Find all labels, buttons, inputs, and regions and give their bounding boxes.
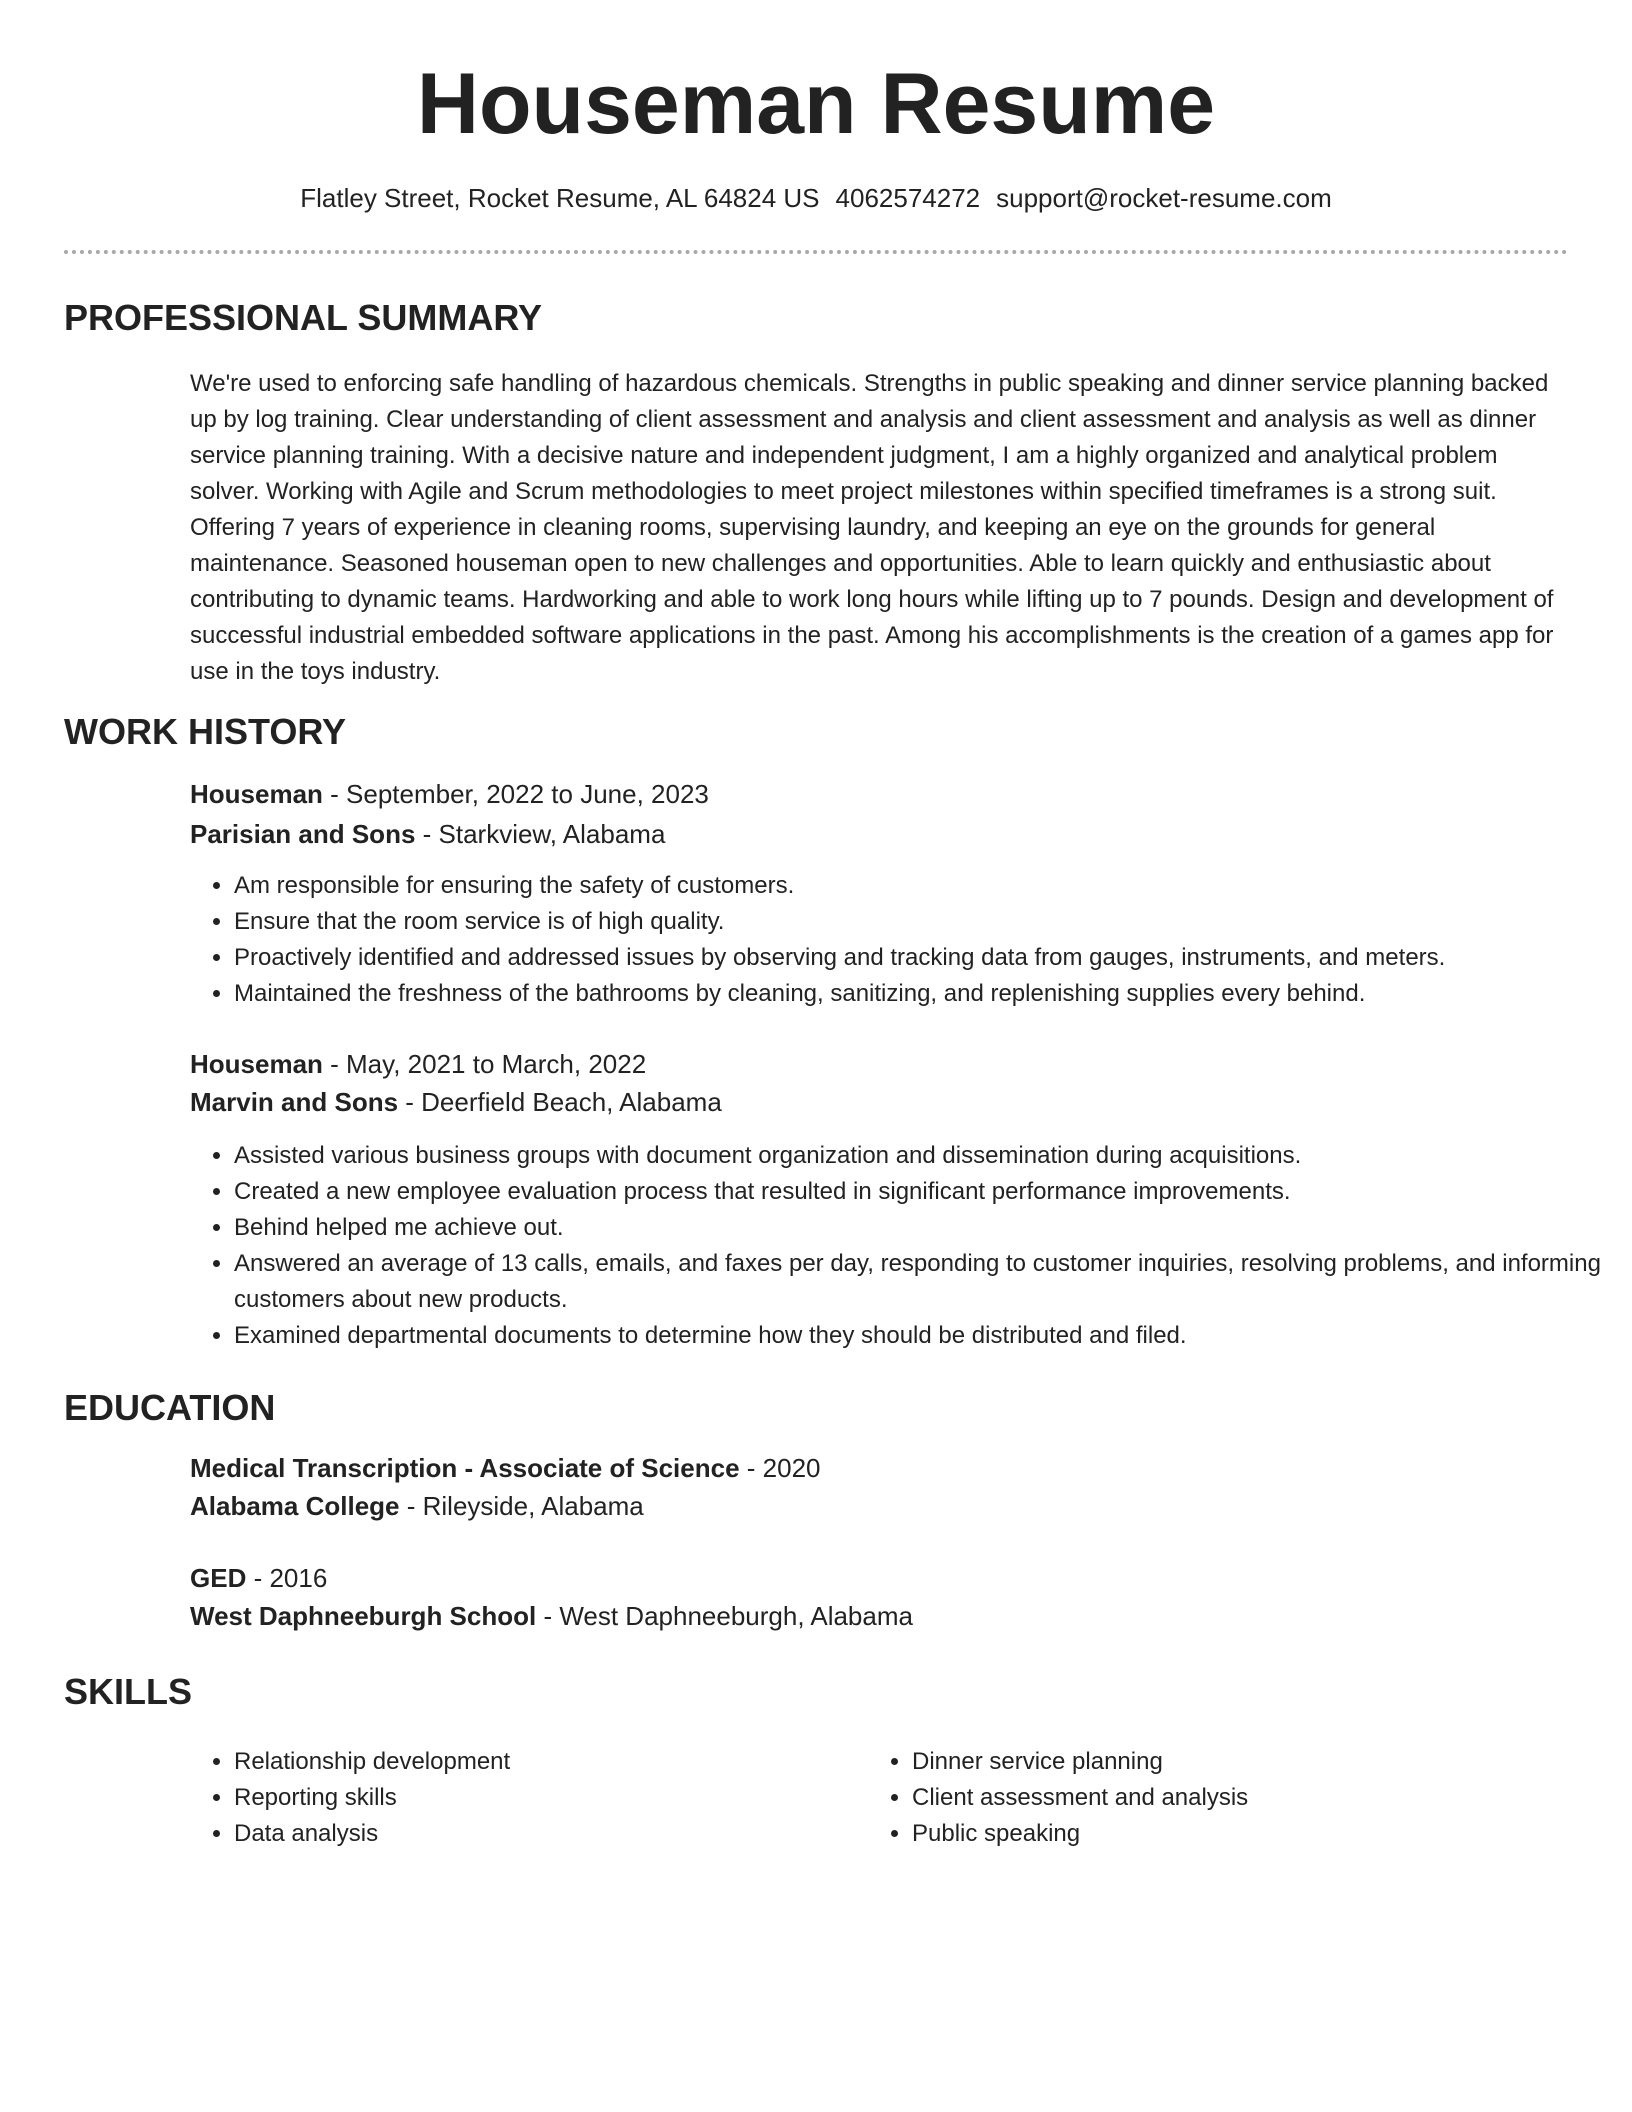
list-item: • Ensure that the room service is of high quality. <box>234 904 1614 940</box>
job-1-location: - Starkview, Alabama <box>415 819 666 849</box>
education-heading: EDUCATION <box>64 1387 276 1428</box>
education-1-school: Alabama College <box>190 1491 400 1521</box>
list-item: • Public speaking <box>912 1816 1248 1852</box>
job-2-company: Marvin and Sons <box>190 1087 399 1117</box>
job-1-company: Parisian and Sons <box>190 819 416 849</box>
list-item: • Client assessment and analysis <box>912 1780 1248 1816</box>
job-2-location: - Deerfield Beach, Alabama <box>398 1087 722 1117</box>
education-1-school-line <box>190 1488 644 1524</box>
skills-list-right <box>868 1744 1248 1852</box>
job-1-duties <box>190 868 1614 1012</box>
job-2-duties <box>190 1138 1614 1354</box>
list-item: • Data analysis <box>234 1816 510 1852</box>
education-2-year: - 2016 <box>246 1563 328 1593</box>
work-history-heading: WORK HISTORY <box>64 711 347 752</box>
contact-line <box>0 178 1632 218</box>
job-1-title-line <box>190 776 709 812</box>
job-1-title: Houseman <box>190 779 323 809</box>
education-1-year: - 2020 <box>739 1453 821 1483</box>
job-1-company-line <box>190 816 665 852</box>
list-item: • Dinner service planning <box>912 1744 1248 1780</box>
education-2-location: - West Daphneeburgh, Alabama <box>536 1601 913 1631</box>
education-1-degree-line <box>190 1450 821 1486</box>
job-1-dates: - September, 2022 to June, 2023 <box>322 779 709 809</box>
header-divider <box>64 250 1568 254</box>
list-item: • Behind helped me achieve out. <box>234 1210 1614 1246</box>
job-2-title-line <box>190 1046 646 1082</box>
summary-text: We're used to enforcing safe handling of hazardous chemicals. Strengths in public speaking and dinner service planning backed up by log training. Clear understanding of client assessment and analysis and client assessment and analysis as well as dinner service planning training. With a decisive nature and independent judgment, I am a highly organized and analytical problem solver. Working with Agile and Scrum methodologies to meet project milestones within specified timeframes is a strong suit. Offering 7 years of experience in cleaning rooms, supervising laundry, and keeping an eye on the grounds for general maintenance. Seasoned houseman open to new challenges and opportunities. Able to learn quickly and enthusiastic about contributing to dynamic teams. Hardworking and able to work long hours while lifting up to 7 pounds. Design and development of successful industrial embedded software applications in the past. Among his accomplishments is the creation of a games app for use in the toys industry. <box>190 370 1554 685</box>
list-item: • Am responsible for ensuring the safety of customers. <box>234 868 1614 904</box>
job-2-dates: - May, 2021 to March, 2022 <box>322 1049 647 1079</box>
resume-title: Houseman Resume <box>416 56 1216 152</box>
education-2-school-line <box>190 1598 913 1634</box>
skills-heading: SKILLS <box>64 1671 193 1712</box>
list-item: • Created a new employee evaluation process that resulted in significant performance improvements. <box>234 1174 1614 1210</box>
list-item: • Reporting skills <box>234 1780 510 1816</box>
list-item: • Relationship development <box>234 1744 510 1780</box>
education-2-school: West Daphneeburgh School <box>190 1601 537 1631</box>
list-item: • Assisted various business groups with document organization and dissemination during acquisitions. <box>234 1138 1614 1174</box>
skills-list-left <box>190 1744 510 1852</box>
list-item: • Answered an average of 13 calls, emails, and faxes per day, responding to customer inquiries, resolving problems, and informing customers about new products. <box>234 1246 1614 1318</box>
contact-phone: 4062574272 <box>835 183 981 213</box>
education-1-location: - Rileyside, Alabama <box>399 1491 644 1521</box>
contact-email: support@rocket-resume.com <box>996 183 1332 213</box>
education-2-degree: GED <box>190 1563 247 1593</box>
list-item: • Proactively identified and addressed issues by observing and tracking data from gauges, instruments, and meters. <box>234 940 1614 976</box>
list-item: • Examined departmental documents to determine how they should be distributed and filed. <box>234 1318 1614 1354</box>
education-2-degree-line <box>190 1560 327 1596</box>
job-2-company-line <box>190 1084 722 1120</box>
list-item: • Maintained the freshness of the bathrooms by cleaning, sanitizing, and replenishing supplies every behind. <box>234 976 1614 1012</box>
summary-heading: PROFESSIONAL SUMMARY <box>64 297 543 338</box>
contact-address: Flatley Street, Rocket Resume, AL 64824 US <box>300 183 820 213</box>
job-2-title: Houseman <box>190 1049 323 1079</box>
education-1-degree: Medical Transcription - Associate of Science <box>190 1453 740 1483</box>
